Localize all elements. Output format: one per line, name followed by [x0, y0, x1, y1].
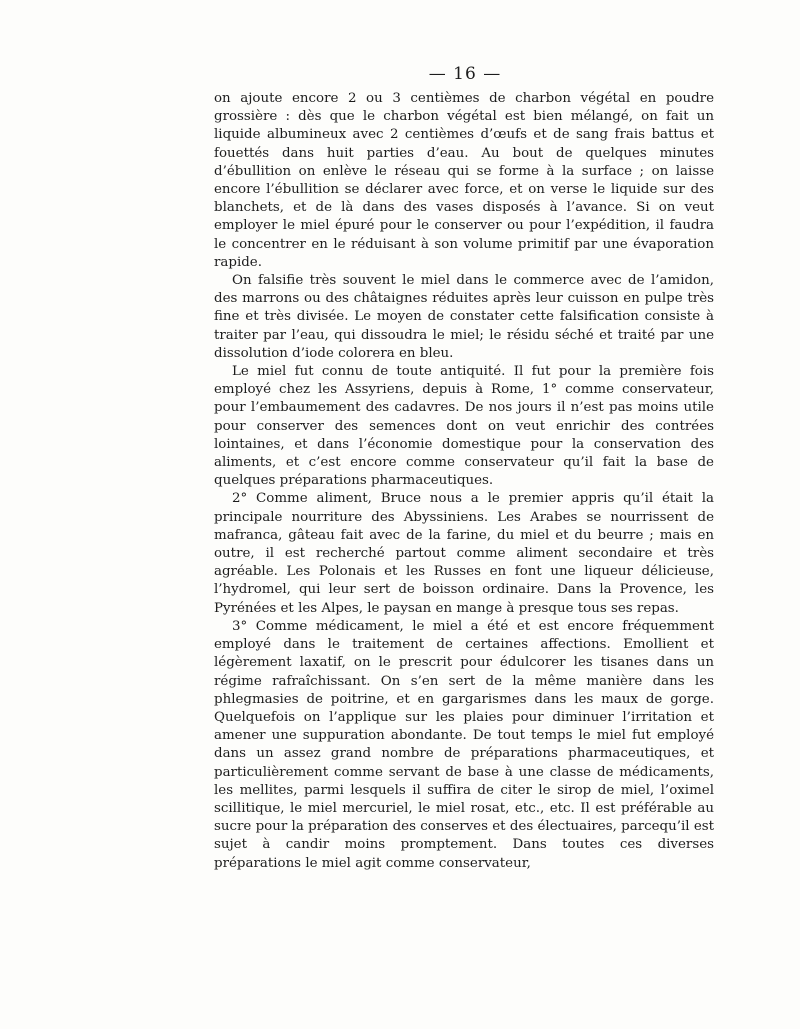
page-number: — 16 —: [428, 64, 502, 84]
body-text: [214, 90, 714, 873]
paragraph-history-conservateur: Le miel fut connu de toute antiquité. Il fut pour la première fois employé chez les Assyriens, depuis à Rome, 1° comme conservateur, pour l’embaumement des cadavres. De nos jours il n’est pas moins utile pour conserver des semences dont on veut enrichir des contrées lointaines, et dans l’économie domestique pour la conservation des aliments, et c’est encore comme conservateur qu’il fait la base de quelques préparations pharmaceutiques.: [214, 364, 714, 489]
paragraph-aliment: 2° Comme aliment, Bruce nous a le premier appris qu’il était la principale nourriture des Abyssiniens. Les Arabes se nourrissent de mafranca, gâteau fait avec de la farine, du miel et du beurre ; mais en outre, il est recherché partout comme aliment secondaire et très agréable. Les Polonais et les Russes en font une liqueur délicieuse, l’hydromel, qui leur sert de boisson ordinaire. Dans la Provence, les Pyrénées et les Alpes, le paysan en mange à presque tous ses repas.: [214, 491, 714, 616]
paragraph-purification-continued: on ajoute encore 2 ou 3 centièmes de charbon végétal en poudre grossière : dès que le charbon végétal est bien mélangé, on fait un liquide albumineux avec 2 centièmes d’œufs et de sang frais battus et fouettés dans huit parties d’eau. Au bout de quelques minutes d’ébullition on enlève le réseau qui se forme à la surface ; on laisse encore l’ébullition se déclarer avec force, et on verse le liquide sur des blanchets, et de là dans des vases disposés à l’avance. Si on veut employer le miel épuré pour le conserver ou pour l’expédition, il faudra le concentrer en le réduisant à son volume primitif par une évaporation rapide.: [214, 91, 714, 270]
paragraph-falsification: On falsifie très souvent le miel dans le commerce avec de l’amidon, des marrons ou des châtaignes réduites après leur cuisson en pulpe très fine et très divisée. Le moyen de constater cette falsification consiste à traiter par l’eau, qui dissoudra le miel; le résidu séché et traité par une dissolution d’iode colorera en bleu.: [214, 273, 714, 361]
paragraph-medicament: 3° Comme médicament, le miel a été et est encore fréquemment employé dans le traitement de certaines affections. Emollient et légèrement laxatif, on le prescrit pour édulcorer les tisanes dans un régime rafraîchissant. On s’en sert de la même manière dans les phlegmasies de poitrine, et en gargarismes dans les maux de gorge. Quelquefois on l’applique sur les plaies pour diminuer l’irritation et amener une suppuration abondante. De tout temps le miel fut employé dans un assez grand nombre de préparations pharmaceutiques, et particulièrement comme servant de base à une classe de médicaments, les mellites, parmi lesquels il suffira de citer le sirop de miel, l’oximel scillitique, le miel mercuriel, le miel rosat, etc., etc. Il est préférable au sucre pour la préparation des conserves et des électuaires, parcequ’il est sujet à candir moins promptement. Dans toutes ces diverses préparations le miel agit comme conservateur,: [214, 618, 714, 871]
